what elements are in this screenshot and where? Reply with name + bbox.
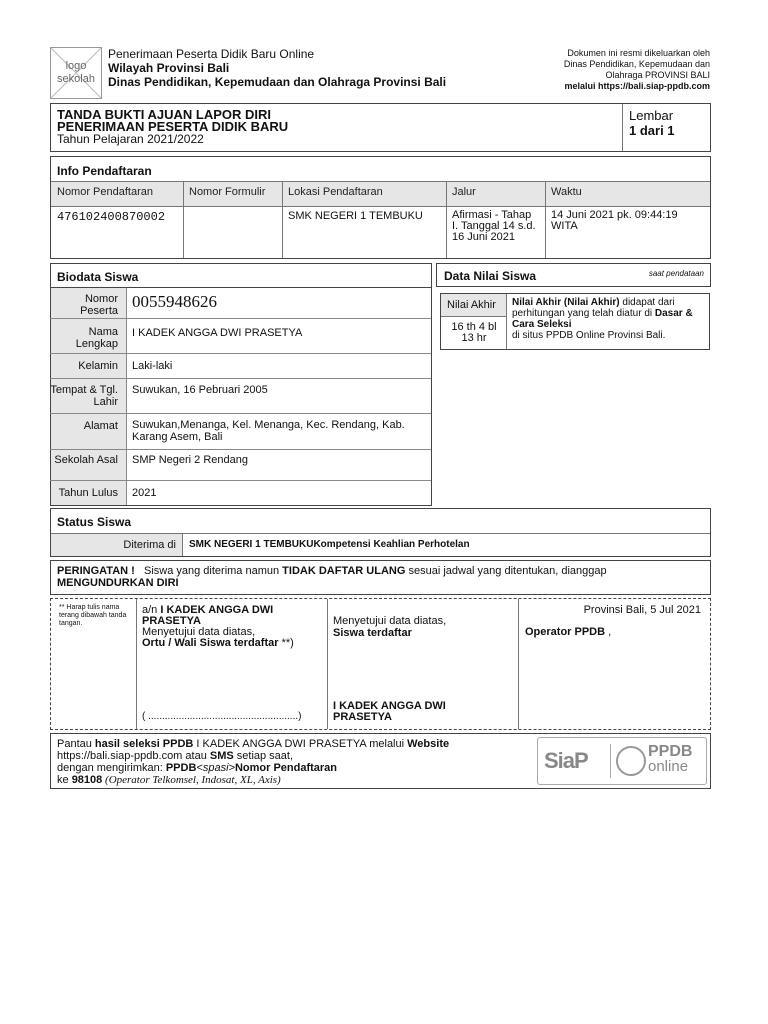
nilai-desc-text-2: di situs PPDB Online Provinsi Bali. [512,330,666,341]
sign-an-name: I KADEK ANGGA DWI PRASETYA [142,604,274,627]
ppdb-logo-icon [616,746,646,776]
bio-row-ttl [50,379,431,414]
status-box [50,508,711,557]
footer-t6: ke [57,774,72,786]
warning-title: PERINGATAN ! [57,565,135,577]
footer-i2: (Operator Telkomsel, Indosat, XL, Axis) [102,774,281,786]
bio-row-tahun-lulus [50,481,431,505]
info-heading: Info Pendaftaran [57,164,152,178]
footer-b3: SMS [209,750,234,762]
sign-agree-2: Menyetujui data diatas, [333,615,447,627]
bio-value-nama: I KADEK ANGGA DWI PRASETYA [132,327,303,339]
footer-box [50,733,711,789]
sign-ortu-suffix: **) [278,637,294,649]
title-line-2: PENERIMAAN PESERTA DIDIK BARU [57,119,289,134]
bio-value-ttl: Suwukan, 16 Pebruari 2005 [132,384,268,396]
bio-value-sekolah: SMP Negeri 2 Rendang [132,454,248,466]
waktu-value: 14 Juni 2021 pk. 09:44:19 WITA [551,209,678,232]
bio-row-nomor-peserta [50,288,431,319]
info-col-jalur: Jalur [452,186,476,198]
siap-logo-text: SiaP [544,748,588,773]
bio-row-sekolah [50,450,431,481]
biodata-heading: Biodata Siswa [57,270,139,284]
info-col-formulir: Nomor Formulir [189,186,266,198]
bio-label-nomor-peserta: Nomor Peserta [80,293,118,317]
bio-label-tahun-lulus: Tahun Lulus [58,487,118,499]
info-col-nomor: Nomor Pendaftaran [57,186,153,198]
info-col-lokasi: Lokasi Pendaftaran [288,186,383,198]
nilai-desc-bold-1: Nilai Akhir (Nilai Akhir) [512,297,620,308]
status-label: Diterima di [123,539,176,551]
nilai-desc-text-1: didapat dari perhitungan yang telah diatur di [512,297,675,319]
nilai-table [440,293,710,350]
signature-box [50,598,711,730]
title-box [50,103,711,152]
sign-an-prefix: a/n [142,604,161,616]
logo-placeholder [50,47,102,99]
nilai-value: 16 th 4 bl 13 hr [451,321,497,344]
nilai-box [436,263,711,287]
footer-t4: setiap saat, [233,750,294,762]
lokasi-value: SMK NEGERI 1 TEMBUKU [288,210,423,222]
sign-dots: ( ......................................................) [142,711,302,722]
sign-agree-1: Menyetujui data diatas, [142,626,256,638]
doc-note-4: melalui https://bali.siap-ppdb.com [564,81,710,91]
info-box [50,156,711,259]
ppdb-logo-text: PPDB [648,743,693,760]
header-line-1: Penerimaan Peserta Didik Baru Online [108,47,315,61]
warning-bold-2: MENGUNDURKAN DIRI [57,577,179,589]
title-line-3: Tahun Pelajaran 2021/2022 [57,132,204,146]
sign-siswa: Siswa terdaftar [333,627,412,639]
footer-t5: dengan mengirimkan: [57,762,166,774]
bio-label-alamat: Alamat [83,420,118,432]
footer-t1: Pantau [57,738,95,750]
logo-text-2: sekolah [57,73,95,85]
sign-operator: Operator PPDB [525,626,606,638]
nilai-note: saat pendataan [648,269,704,278]
siap-logo [544,748,588,774]
sign-siswa-name: I KADEK ANGGA DWI PRASETYA [333,700,446,723]
bio-value-tahun-lulus: 2021 [132,487,157,499]
bio-row-nama [50,319,431,354]
footer-b1: hasil seleksi PPDB [94,738,194,750]
bio-row-alamat [50,414,431,450]
info-col-waktu: Waktu [551,186,582,198]
bio-label-kelamin: Kelamin [78,360,118,372]
footer-t3: https://bali.siap-ppdb.com atau [57,750,210,762]
nilai-col-label: Nilai Akhir [447,299,496,311]
bio-label-ttl: Tempat & Tgl. Lahir [50,384,118,408]
footer-b6: 98108 [71,774,103,786]
bio-row-kelamin [50,354,431,379]
bio-value-alamat: Suwukan,Menanga, Kel. Menanga, Kec. Rendang, Kab. Karang Asem, Bali [132,419,405,443]
jalur-value: Afirmasi - Tahap I. Tanggal 14 s.d. 16 Juni 2021 [452,209,536,243]
nilai-heading: Data Nilai Siswa [444,269,537,283]
footer-logo-area [537,737,707,785]
sign-operator-suffix: , [605,626,612,638]
bio-value-nomor-peserta: 0055948626 [132,292,217,311]
lembar-value: 1 dari 1 [629,123,675,138]
doc-note-2: Dinas Pendidikan, Kepemudaan dan [563,59,710,69]
warning-text-1: Siswa yang diterima namun [143,565,283,577]
bio-label-sekolah: Sekolah Asal [54,454,118,466]
sign-ortu: Ortu / Wali Siswa terdaftar [142,637,279,649]
status-heading: Status Siswa [57,515,132,529]
logo-text-1: logo [65,60,87,72]
status-value: SMK NEGERI 1 TEMBUKUKompetensi Keahlian Perhotelan [189,539,470,550]
title-line-1: TANDA BUKTI AJUAN LAPOR DIRI [57,107,272,122]
footer-b5: Nomor Pendaftaran [234,762,338,774]
footer-i1: <spasi> [196,762,235,774]
header-line-2: Wilayah Provinsi Bali [108,61,230,75]
warning-bold-1: TIDAK DAFTAR ULANG [282,565,406,577]
sign-place-date: Provinsi Bali, 5 Jul 2021 [583,604,701,616]
header-line-3: Dinas Pendidikan, Kepemudaan dan Olahraga Provinsi Bali [108,75,447,89]
doc-note-1: Dokumen ini resmi dikeluarkan oleh [567,48,710,58]
nomor-pendaftaran-value: 476102400870002 [57,210,166,224]
footer-b2: Website [407,738,450,750]
doc-note-3: Olahraga PROVINSI BALI [605,70,710,80]
bio-label-nama: Nama Lengkap [75,326,118,350]
warning-box [50,560,711,595]
warning-text-2: sesuai jadwal yang ditentukan, dianggap [405,565,607,577]
online-logo-text: online [648,758,689,775]
nilai-desc-bold-2: Dasar & Cara Seleksi [512,308,693,330]
bio-value-kelamin: Laki-laki [132,360,173,372]
photo-note: ** Harap tulis nama terang dibawah tanda tangan. [59,604,127,627]
footer-b4: PPDB [165,762,197,774]
footer-t2: I KADEK ANGGA DWI PRASETYA melalui [193,738,408,750]
lembar-label: Lembar [629,108,674,123]
